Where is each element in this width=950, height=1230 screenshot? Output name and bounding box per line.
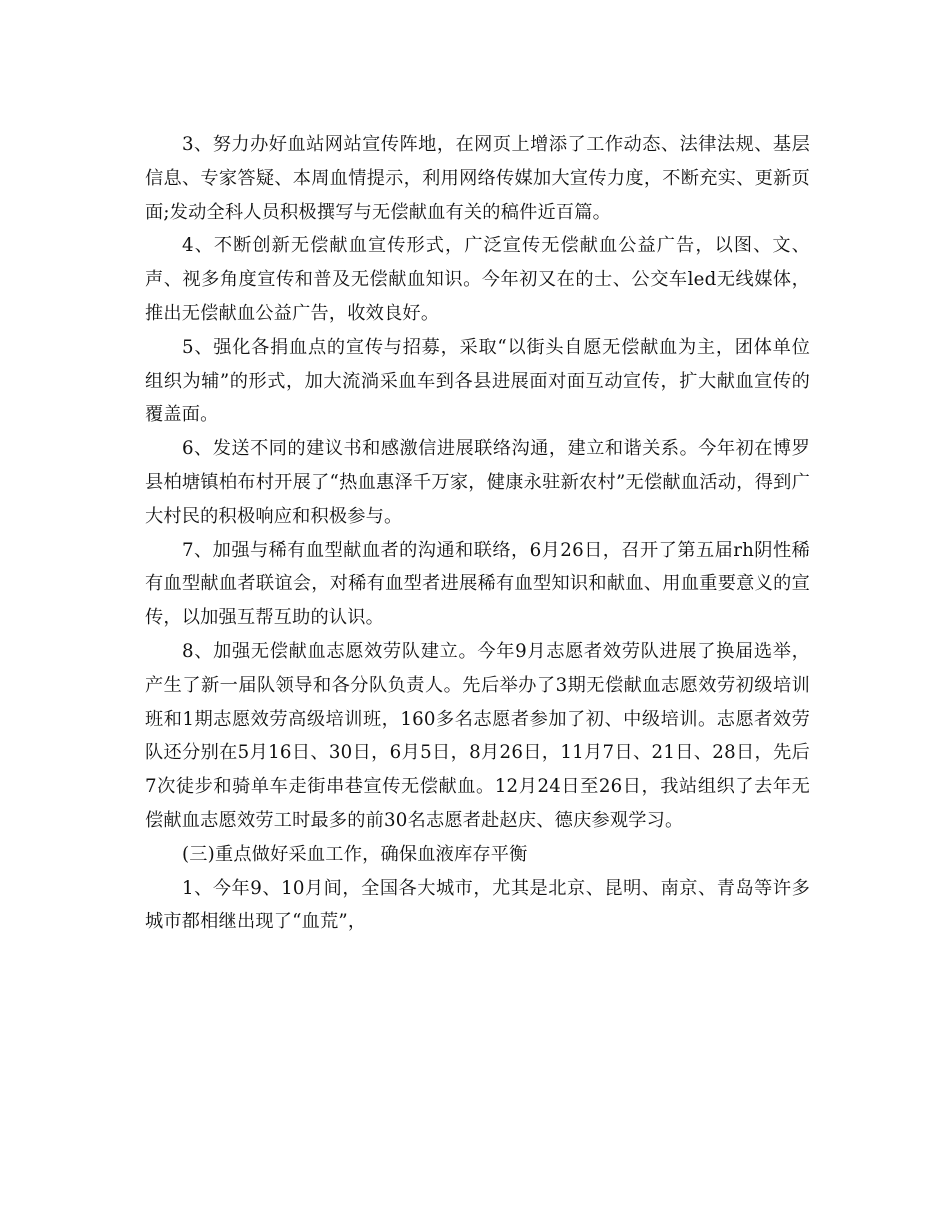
paragraph-item-5: 5、强化各捐血点的宣传与招募，采取“以街头自愿无偿献血为主，团体单位组织为辅”的形式，加大流淌采血车到各县进展面对面互动宣传，扩大献血宣传的覆盖面。 <box>145 336 810 426</box>
paragraph-item-3: 3、努力办好血站网站宣传阵地，在网页上增添了工作动态、法律法规、基层信息、专家答疑、本周血情提示，利用网络传媒加大宣传力度，不断充实、更新页面;发动全科人员积极撰写与无偿献血有关的稿件近百篇。 <box>145 134 810 223</box>
document-body <box>145 128 810 939</box>
paragraph-item-8: 8、加强无偿献血志愿效劳队建立。今年9月志愿者效劳队进展了换届选举，产生了新一届队领导和各分队负责人。先后举办了3期无偿献血志愿效劳初级培训班和1期志愿效劳高级培训班，160多名志愿者参加了初、中级培训。志愿者效劳队还分别在5月16日、30日，6月5日，8月26日，11月7日、21日、28日，先后7次徒步和骑单车走街串巷宣传无偿献血。12月24日至26日，我站组织了去年无偿献血志愿效劳工时最多的前30名志愿者赴赵庆、德庆参观学习。 <box>145 640 810 831</box>
paragraph-item-4: 4、不断创新无偿献血宣传形式，广泛宣传无偿献血公益广告，以图、文、声、视多角度宣传和普及无偿献血知识。今年初又在的士、公交车led无线媒体，推出无偿献血公益广告，收效良好。 <box>145 235 810 324</box>
paragraph-item-7: 7、加强与稀有血型献血者的沟通和联络，6月26日，召开了第五届rh阴性稀有血型献血者联谊会，对稀有血型者进展稀有血型知识和献血、用血重要意义的宣传，以加强互帮互助的认识。 <box>145 539 810 629</box>
section-heading: (三)重点做好采血工作，确保血液库存平衡 <box>182 843 528 865</box>
paragraph-item-1: 1、今年9、10月间，全国各大城市，尤其是北京、昆明、南京、青岛等许多城市都相继出现了“血荒”， <box>145 877 810 933</box>
paragraph-item-6: 6、发送不同的建议书和感激信进展联络沟通，建立和谐关系。今年初在博罗县柏塘镇柏布村开展了“热血惠泽千万家，健康永驻新农村”无偿献血活动，得到广大村民的积极响应和积极参与。 <box>145 438 810 527</box>
